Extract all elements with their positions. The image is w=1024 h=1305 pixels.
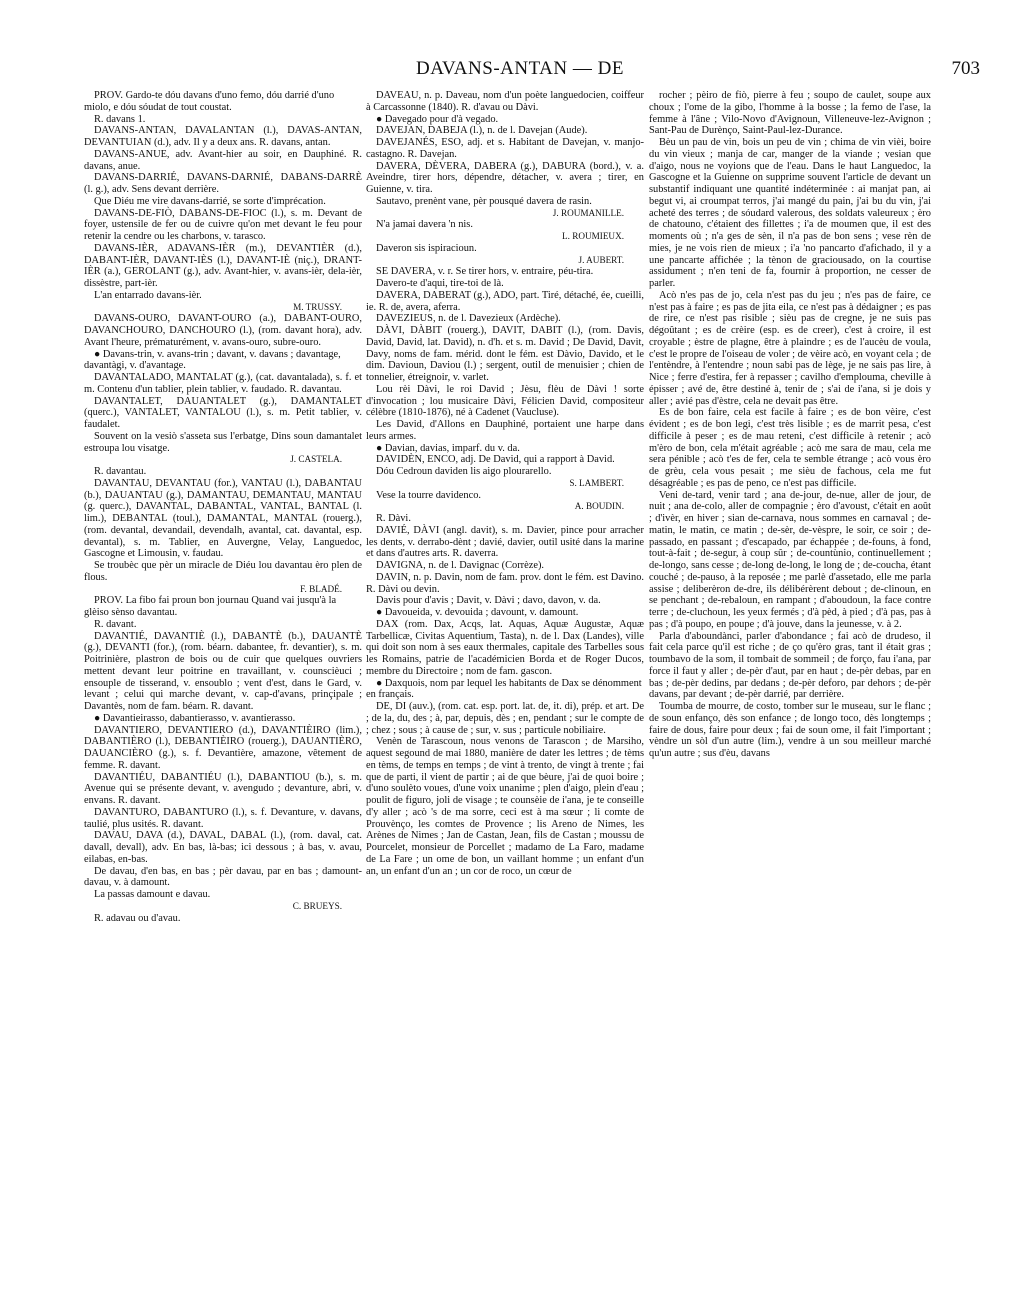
dictionary-entry: M. TRUSSY. — [293, 301, 342, 312]
dictionary-entry: PROV. La fibo fai proun bon journau Quand vai jusqu'à la glèiso sènso davantau. — [84, 595, 337, 618]
dictionary-entry: R. davant. — [94, 618, 137, 630]
dictionary-entry: Acò n'es pas de jo, cela n'est pas du jeu ; n'es pas de faire, ce n'est pas à faire ; es pas de jita eila, ce n'est pas à dédaigner ; es pas de rire, ce n'est pas risible ; sièu pas de cregne, je ne suis pas dégoûtant ; es de crèire (esp. es de creer), c'est à croire, il est croyable ; èstre de plagne, être à plaindre ; es de l'aucèu de voula, c'est le propre de l'oiseau de voler ; de vèire acò, en voyant cela ; de l'entèndre, à l'entendre ; noun sabi pas de lège, je ne sais pas lire, à Nice ; ferre d'estira, fer à repasser ; cavilho d'emplouma, cheville à épisser ; avé de, être destiné à, tenir de ; s'ai de i'ana, si je dois y aller ; avié pas d'èstre, cela ne devait pas être. — [649, 289, 931, 407]
dictionary-entry: R. davantau. — [94, 466, 147, 477]
dictionary-entry: Lou rèi Dàvi, le roi David ; Jèsu, flèu de Dàvi ! sorte d'invocation ; lou musicaire Dàvi, Félicien David, compositeur célèbre (1810-1876), né à Cadenet (Vaucluse). — [366, 383, 644, 419]
dictionary-entry: DAVANTALADO, MANTALAT (g.), (cat. davantalada), s. f. et m. Contenu d'un tablier, plein tablier, v. faudado. R. davantau. — [84, 372, 362, 395]
dictionary-entry: Sautavo, prenènt vane, pèr pousqué davera de rasin. — [376, 195, 592, 207]
page-number: 703 — [951, 58, 980, 79]
dictionary-entry: DÀVI, DÀBIT (rouerg.), DAVIT, DABIT (l.), (rom. Davis, David, David, lat. David), n. d'h. et s. m. David ; De David, Davit, Davy, noms de fam. mérid. dont le fém. est Dàvio, Davido, et le dim. Davioun, Daviou (l.) ; sergent, outil de menuisier ; chien de tonnelier, étreignoir, v. varlet. — [366, 325, 644, 383]
dictionary-entry: DAVANS-ANUE, adv. Avant-hier au soir, en Dauphiné. R. davans, anue. — [84, 148, 362, 172]
dictionary-entry: ● Davegado pour d'à vegado. — [376, 113, 499, 125]
dictionary-entry: DAVANS-OURO, DAVANT-OURO (a.), DABANT-OURO, DAVANCHOURO, DANCHOURO (l.), (rom. davant hora), adv. Avant l'heure, prématurément, v. avans-ouro, subre-ouro. — [84, 313, 362, 348]
dictionary-entry: DAVIGNA, n. de l. Davignac (Corrèze). — [376, 560, 545, 571]
column-3 — [649, 90, 931, 1280]
dictionary-entry: DAVERA, DABERAT (g.), ADO, part. Tiré, détaché, ée, cueilli, ie. R. de, avera, aferra. — [366, 289, 644, 313]
dictionary-entry: Toumba de mourre, de costo, tomber sur le museau, sur le flanc ; de soun enfanço, dès son enfance ; de longo toco, dès longtemps ; faire de dous, faire pour deux ; fai de soun ome, il fait l'important ; vèndre un sòl d'un autre (lim.), vendre à un sou meilleur marché qu'un autre ; sus d'èu, davans — [649, 701, 931, 759]
dictionary-entry: DAVANTIÉ, DAVANTIÈ (l.), DABANTÈ (b.), DAUANTÈ (g.), DEVANTI (for.), (rom. béarn. dabantee, fr. devantier), s. m. Poitrinière, plastron de bois ou de cuir que quelques ouvriers mettent devant leur poitrine en travaillant, v. counscièuci ; ensouple de tisserand, v. ensoublo ; vent d'est, dans le Gard, v. levant ; celui qui marche devant, v. cap-d'avans, prinçipale ; Davantès, nom de fam. béarn. R. davant. — [84, 630, 362, 712]
page-header — [60, 58, 980, 84]
dictionary-entry: DAVERA, DÈVERA, DABERA (g.), DABURA (bord.), v. a. Aveindre, tirer hors, dépendre, détacher, v. avera ; tirer, en Guienne, v. tira. — [366, 160, 644, 195]
dictionary-entry: DE, DI (auv.), (rom. cat. esp. port. lat. de, it. di), prép. et art. De ; de la, du, des ; à, par, depuis, dès ; en, pendant ; sur le compte de ; chez ; sous ; à cause de ; sur, v. sus ; particule nobiliaire. — [366, 701, 644, 736]
dictionary-entry: DAVANS-ANTAN, DAVALANTAN (l.), DAVAS-ANTAN, DEVANTUIAN (d.), adv. Il y a deux ans. R. davans, antan. — [84, 125, 362, 148]
dictionary-entry: A. BOUDIN. — [574, 501, 624, 512]
dictionary-entry: ● Davoueida, v. devouida ; davount, v. damount. — [376, 607, 579, 618]
dictionary-entry: DAVANTAU, DEVANTAU (for.), VANTAU (l.), DABANTAU (b.), DAUANTAU (g.), DAMANTAU, DEMANTAU, MANTAU (g. querc.), DAVANTAL, DABANTAL, VANTAL, BANTAL (l. lim.), DEBANTAL (toul.), DAMANTAL, MANTAL (rouerg.), (rom. devantal, devandail, devendalh, avantal, cat. davantal, esp. devantal), s. m. Tablier, en Auvergne, Velay, Languedoc, Gascogne et Limousin, v. faudau. — [84, 477, 362, 560]
dictionary-entry: J. CASTELA. — [290, 454, 342, 465]
dictionary-entry: J. ROUMANILLE. — [552, 207, 624, 218]
dictionary-entry: Que Diéu me vire davans-darrié, se sorte d'imprécation. — [94, 195, 326, 207]
dictionary-entry: DAVIDÈN, ENCO, adj. De David, qui a rapport à David. — [376, 454, 615, 466]
dictionary-entry: Souvent on la vesiò s'asseta sus l'erbatge, Dins soun damantalet estroupa lou visatge. — [84, 430, 362, 454]
dictionary-entry: Dóu Cedroun daviden lis aigo plourarello. — [376, 466, 552, 477]
running-title: DAVANS-ANTAN — DE — [416, 58, 624, 79]
dictionary-entry: R. Dàvi. — [376, 513, 411, 524]
column-1 — [84, 90, 362, 1280]
dictionary-entry: rocher ; pèiro de fiò, pierre à feu ; soupo de caulet, soupe aux choux ; l'ome de la gibo, l'homme à la bosse ; la femo de l'ase, la femme à l'âne ; Vilo-Novo d'Avignoun, Villeneuve-lez-Avignon ; Sant-Pau de Durènço, Saint-Paul-lez-Durance. — [649, 90, 931, 137]
dictionary-entry: SE DAVERA, v. r. Se tirer hors, v. entraire, péu-tira. — [376, 266, 594, 278]
dictionary-entry: La passas damount e davau. — [94, 889, 211, 900]
dictionary-entry: Veni de-tard, venir tard ; ana de-jour, de-nue, aller de jour, de nuit ; ana de-colo, aller de compagnie ; èro d'avoust, c'était en août ; d'ivèr, en hiver ; sian de-carnava, nous sommes en carnaval ; de-matin, le matin, ce matin ; de-sèr, de-vèspre, le soir, ce soir ; de-passado, en passant ; d'escapado, par échappée ; de-founs, à fond, tout-à-fait ; de-segur, à coup sûr ; de-countùnio, continuellement ; de-longo, sans cesse ; de-long de-long, le long de ; de-coucha, étant couché ; de-pauso, à la reposée ; me parlè d'assetado, elle me parla assise ; deliberèron de-dre, ils délibérèrent debout ; de-clinoun, en se penchant ; de-rebaloun, en rampant ; d'aboudoun, la face contre terre ; de-cluchoun, les yeux fermés ; d'à pèd, à pied ; d'à pas, pas à pas ; d'à poupo, en poupe ; d'à jouve, dans la jeunesse, v. à 2. — [649, 489, 931, 630]
dictionary-entry: Daveron sis ispiracioun. — [376, 242, 477, 254]
dictionary-entry: DAX (rom. Dax, Acqs, lat. Aquas, Aquæ Augustæ, Aquæ Tarbellicæ, Civitas Aquentium, Tasta), n. de l. Dax (Landes), ville qui doit son nom à ses eaux thermales, capitale des Tarbelles sous les Romains, patrie de l'académicien Borda et de Roger Ducos, membre du Directoire ; nom de fam. gascon. — [366, 618, 644, 677]
dictionary-entry: DAVIN, n. p. Davin, nom de fam. prov. dont le fém. est Davino. R. Dàvi ou devin. — [366, 571, 644, 595]
dictionary-entry: DAVANS-IÈR, ADAVANS-IÈR (m.), DEVANTIÈR (d.), DABANT-IÈR, DAVANT-IÈS (l.), DAVANT-IÈ (niç.), DRANT-IÈR (a.), GEROLANT (g.), adv. Avant-hier, v. avans-ièr, dela-ièr, dissèstre, part-ièr. — [84, 242, 362, 289]
dictionary-entry: R. adavau ou d'avau. — [94, 912, 181, 924]
dictionary-entry: DAVANTALET, DAUANTALET (g.), DAMANTALET (querc.), VANTALET, VANTALOU (l.), s. m. Petit tablier, v. faudalet. — [84, 395, 362, 430]
dictionary-entry: ● Davans-trin, v. avans-trin ; davant, v. davans ; davantage, davantàgi, v. d'avantage. — [84, 348, 341, 372]
dictionary-entry: ● Davian, davias, imparf. du v. da. — [376, 442, 520, 454]
dictionary-entry: DAVEJAN, DABEJA (l.), n. de l. Davejan (Aude). — [376, 125, 588, 137]
dictionary-entry: L. ROUMIEUX. — [561, 231, 624, 241]
dictionary-entry: DAVEAU, n. p. Daveau, nom d'un poète languedocien, coiffeur à Carcassonne (1840). R. d'avau ou Dàvi. — [366, 90, 644, 113]
dictionary-entry: DAVANS-DARRIÉ, DAVANS-DARNIÉ, DABANS-DARRÈ (l. g.), adv. Sens devant derrière. — [84, 172, 362, 195]
dictionary-entry: N'a jamai davera 'n nis. — [376, 219, 473, 231]
dictionary-entry: DAVANS-DE-FIÒ, DABANS-DE-FIOC (l.), s. m. Devant de foyer, ustensile de fer ou de cuivre qu'on met devant le feu pour retenir la cendre ou les charbons, v. tarasco. — [84, 207, 362, 242]
dictionary-entry: R. davans 1. — [94, 113, 146, 125]
column-2 — [366, 90, 644, 1280]
dictionary-entry: DAVEJANÉS, ESO, adj. et s. Habitant de Davejan, v. manjo-castagno. R. Davejan. — [366, 137, 644, 160]
dictionary-entry: De davau, d'en bas, en bas ; pèr davau, par en bas ; damount-davau, v. à damount. — [84, 865, 362, 889]
dictionary-entry: S. LAMBERT. — [569, 477, 624, 488]
dictionary-entry: F. BLADÉ. — [300, 583, 342, 594]
dictionary-entry: Vese la tourre davidenco. — [376, 489, 482, 501]
dictionary-entry: Parla d'aboundànci, parler d'abondance ; fai acò de drudeso, il fait cela parce qu'il est riche ; de ço qu'èro gras, tant il était gras ; toumbavo de la som, il tombait de sommeil ; de forço, fau i'ana, par force il faut y aller ; de-pèr d'aut, par en haut ; de-pèr debas, par en bas ; de-pèr dedins, par dedans ; de-pèr deforo, par dehors ; de-pèr davans, par devant ; de-pèr darrié, par derrière. — [649, 630, 931, 701]
dictionary-entry: DAVEZIEUS, n. de l. Davezieux (Ardèche). — [376, 313, 561, 325]
dictionary-entry: Se troubèc que pèr un miracle de Diéu lou davantau èro plen de flous. — [84, 560, 362, 583]
dictionary-entry: Davero-te d'aqui, tire-toi de là. — [376, 278, 504, 289]
dictionary-entry: Les David, d'Allons en Dauphiné, portaient une harpe dans leurs armes. — [366, 419, 644, 442]
dictionary-entry: Venèn de Tarascoun, nous venons de Tarascon ; de Marsiho, aquest segound de mai 1880, manière de dater les lettres ; de tèms en tèms, de temps en temps ; de vint à trento, de vingt à trente ; fai que de parti, il vient de partir ; ai de que bèure, j'ai de quoi boire ; d'uno soulèto voues, d'une voix unanime ; plen d'aigo, plein d'eau ; poulit de figuro, joli de visage ; te counsèie de i'ana, je te conseille d'y aller ; acò 's de ma sorre, ceci est à ma sœur ; li comte de Prouvènço, les comtes de Provence ; lis Areno de Nimes, les Arènes de Nimes ; Jan de Castan, Jean, fils de Castan ; moussu de Pourcelet, monsieur de Porcellet ; madamo de La Faro, madame de La Fare ; un ome de bon, un vaillant homme ; un enfant d'un an, un enfant d'un an ; un cor de roco, un cœur de — [366, 736, 644, 877]
dictionary-entry: L'an entarrado davans-ièr. — [94, 289, 202, 301]
dictionary-entry: J. AUBERT. — [578, 254, 624, 265]
dictionary-entry: ● Davantieirasso, dabantierasso, v. avantierasso. — [94, 712, 296, 724]
dictionary-entry: DAVANTURO, DABANTURO (l.), s. f. Devanture, v. davans, taulié, plus usités. R. davant. — [84, 806, 362, 830]
dictionary-entry: C. BRUEYS. — [292, 900, 342, 911]
dictionary-entry: DAVIÉ, DÀVI (angl. davit), s. m. Davier, pince pour arracher les dents, v. derrabo-dènt ; davié, davier, outil usité dans la marine et dans d'autres arts. R. daverra. — [366, 524, 644, 560]
dictionary-entry: DAVANTIERO, DEVANTIERO (d.), DAVANTIÈIRO (lim.), DABANTIÈRO (l.), DEBANTIÈIRO (rouerg.), DAUANTIÈRO, DAUANCIÈRO (g.), s. f. Devantière, amazone, vêtement de femme. R. davant. — [84, 724, 362, 771]
dictionary-entry: DAVANTIÉU, DABANTIÉU (l.), DABANTIOU (b.), s. m. Avenue qui se présente devant, v. avengudo ; devanture, abri, v. envans. R. davant. — [84, 771, 362, 806]
dictionary-entry: Es de bon faire, cela est facile à faire ; es de bon vèire, c'est évident ; es de bon legi, c'est très lisible ; es de marrit pesa, c'est difficile à peser ; es de mau reteni, c'est difficile à retenir ; acò m'èro de bon, cela m'était agréable ; acò me sara de mau, cela me sera pénible ; acò t'es de fer, cela te semble étrange ; acò vous èro de grèu, cela vous pesait ; me sièu de fachous, cela me fut désagréable ; es pas de peno, ce n'est pas difficile. — [649, 407, 931, 489]
dictionary-entry: Bèu un pau de vin, bois un peu de vin ; chima de vin vièi, boire du vin vieux ; manja de car, manger de la viande ; vesian que d'aigo, nous ne voyions que de l'eau. Dans le haut Languedoc, la Gascogne et la Guienne on supprime souvent l'article de devant un substantif indiquant une quantité indéterminée : ai manjat pan, ai begut vi, ai croumpat terros, j'ai mangé du pain, j'ai bu du vin, j'ai acheté des terres ; de sóudard valerous, des soldats valeureux ; èro de chatouno, c'étaient des fillettes ; i'a de moumen que, il est des moments où ; n'a ges de sèn, il n'a pas de bon sens ; vese rèn de mies, je ne vois rien de mieux ; i'a 'no pancarto d'afichado, il y a une pancarte affichée ; la tènon de graciousado, on la courtise assidument ; n'en teni de fa, fournir à proportion, ne cesser de parler. — [649, 137, 931, 289]
dictionary-entry: ● Daxquois, nom par lequel les habitants de Dax se dénomment en français. — [366, 677, 642, 701]
dictionary-entry: PROV. Gardo-te dóu davans d'uno femo, dóu darrié d'uno miolo, e dóu sóudat de tout coustat. — [84, 90, 335, 113]
dictionary-entry: Davis pour d'avis ; Davit, v. Dàvi ; davo, davon, v. da. — [376, 595, 601, 607]
dictionary-entry: DAVAU, DAVA (d.), DAVAL, DABAL (l.), (rom. daval, cat. davall, devall), adv. En bas, là-bas; ici dessous ; à bas, v. avau, eilabas, en-bas. — [84, 830, 362, 865]
